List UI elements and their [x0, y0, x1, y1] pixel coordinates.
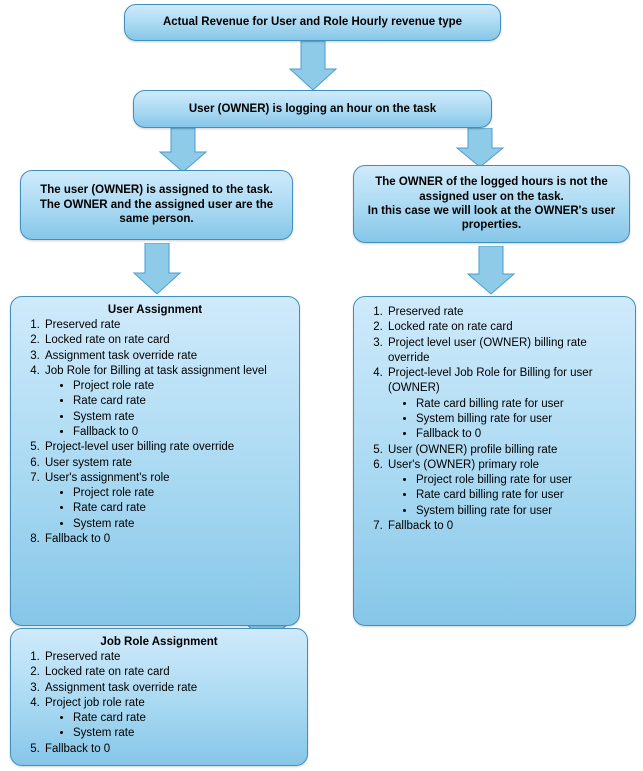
sub-list-item: • Rate card billing rate for user — [416, 397, 627, 412]
list-item-label: Assignment task override rate — [45, 681, 198, 694]
sub-list — [388, 473, 627, 519]
left-condition-text: The user (OWNER) is assigned to the task. The OWNER and the assigned user are the same person. — [39, 184, 274, 226]
list-item-label: User system rate — [45, 456, 132, 469]
node-title-box — [124, 4, 501, 41]
sub-list-item: • Fallback to 0 — [416, 427, 627, 442]
sub-list — [388, 397, 627, 443]
list-item — [43, 650, 299, 665]
list-item-label: Fallback to 0 — [45, 742, 111, 755]
list-item-label: User's assignment's role — [45, 471, 170, 484]
list-item-label: Preserved rate — [45, 651, 121, 663]
list-item — [386, 366, 627, 442]
list-item-label: Fallback to 0 — [388, 519, 454, 532]
node-job-role-assignment — [10, 628, 308, 766]
list-item-label: Locked rate on rate card — [45, 666, 170, 679]
right-condition-text-line1: The OWNER of the logged hours is not the assigned user on the task. — [375, 176, 608, 203]
sub-list-item: • Rate card rate — [73, 501, 291, 516]
sub-list-item: • Rate card rate — [73, 711, 299, 726]
list-item — [43, 532, 291, 547]
list-item — [43, 349, 291, 364]
list-item — [43, 471, 291, 532]
list-item — [43, 696, 299, 742]
list-item — [43, 665, 299, 680]
arrow-title-to-owner-log — [288, 41, 338, 91]
sub-list-item: • System rate — [73, 410, 291, 425]
sub-list-item: • Fallback to 0 — [73, 425, 291, 440]
arrow-right-condition-to-owner-properties — [466, 246, 516, 295]
list-item — [386, 519, 627, 534]
sub-list-item: • Project role rate — [73, 486, 291, 501]
node-owner-logging-box — [133, 90, 492, 128]
list-item-label: User (OWNER) profile billing rate — [388, 443, 558, 456]
list-item — [43, 440, 291, 455]
list-item — [43, 456, 291, 471]
sub-list — [45, 379, 291, 440]
sub-list — [45, 486, 291, 532]
job-role-assignment-list — [19, 650, 299, 757]
list-item — [43, 333, 291, 348]
sub-list-item: • Project role rate — [73, 379, 291, 394]
sub-list — [45, 711, 299, 742]
node-user-assignment — [10, 296, 300, 626]
node-left-condition — [20, 170, 293, 240]
list-item-label: User's (OWNER) primary role — [388, 458, 540, 471]
list-item — [386, 305, 627, 320]
list-item — [43, 742, 299, 757]
sub-list-item: • Rate card rate — [73, 394, 291, 409]
list-item-label: Fallback to 0 — [45, 532, 111, 545]
job-role-assignment-heading: Job Role Assignment — [100, 636, 218, 648]
list-item — [43, 681, 299, 696]
list-item-label: Project job role rate — [45, 696, 145, 709]
sub-list-item: • Project role billing rate for user — [416, 473, 627, 488]
node-title-text: Actual Revenue for User and Role Hourly revenue type — [162, 16, 463, 29]
list-item — [386, 320, 627, 335]
arrow-owner-log-to-right-condition — [455, 128, 505, 168]
sub-list-item: • System billing rate for user — [416, 504, 627, 519]
node-right-condition — [353, 165, 630, 243]
list-item — [43, 318, 291, 333]
list-item — [43, 364, 291, 440]
sub-list-item: • System billing rate for user — [416, 412, 627, 427]
list-item — [386, 443, 627, 458]
sub-list-item: • Rate card billing rate for user — [416, 488, 627, 503]
right-condition-text-line2: In this case we will look at the OWNER's user properties. — [367, 205, 616, 232]
list-item-label: Job Role for Billing at task assignment level — [45, 364, 267, 377]
list-item — [386, 336, 627, 367]
list-item — [386, 458, 627, 519]
arrow-left-condition-to-user-assignment — [132, 243, 182, 295]
sub-list-item: • System rate — [73, 517, 291, 532]
user-assignment-list — [19, 318, 291, 547]
sub-list-item: • System rate — [73, 726, 299, 741]
arrow-owner-log-to-left-condition — [158, 128, 208, 173]
list-item-label: Preserved rate — [388, 306, 464, 318]
node-owner-logging-text: User (OWNER) is logging an hour on the task — [188, 102, 437, 115]
list-item-label: Preserved rate — [45, 319, 121, 331]
node-owner-properties — [353, 296, 636, 626]
list-item-label: Assignment task override rate — [45, 349, 198, 362]
list-item-label: Project-level Job Role for Billing for user (OWNER) — [388, 367, 593, 395]
list-item-label: Project-level user billing rate override — [45, 441, 235, 454]
list-item-label: Locked rate on rate card — [388, 321, 513, 334]
list-item-label: Locked rate on rate card — [45, 334, 170, 347]
user-assignment-heading: User Assignment — [107, 304, 203, 316]
owner-properties-list — [362, 305, 627, 534]
list-item-label: Project level user (OWNER) billing rate override — [388, 336, 587, 364]
